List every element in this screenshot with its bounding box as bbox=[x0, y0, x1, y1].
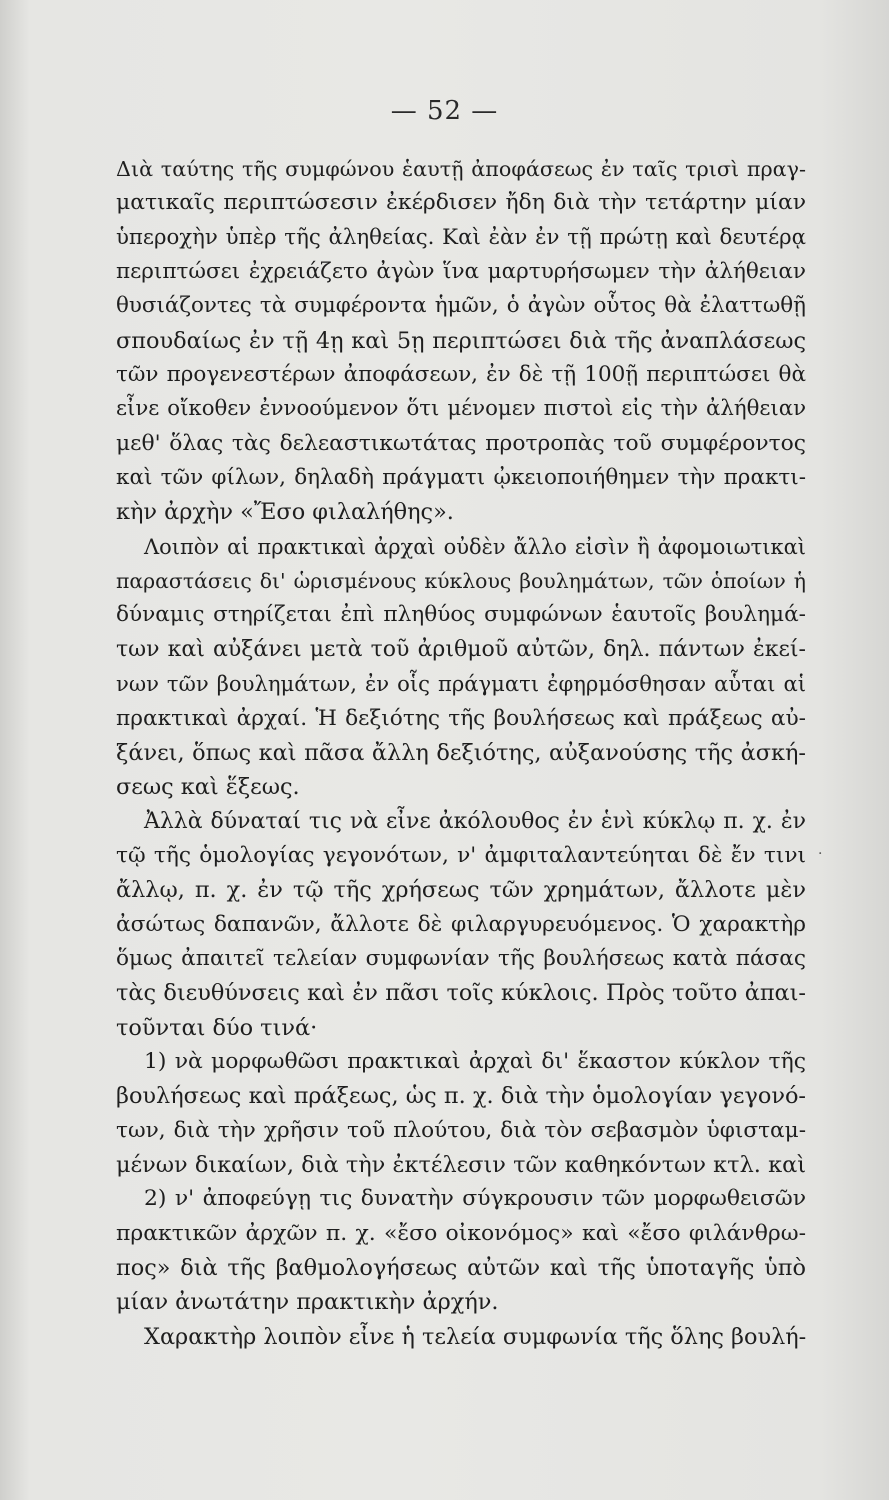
text-line: 2) ν' ἀποφεύγῃ τις δυνατὴν σύγκρουσιν τῶν μορφωθεισῶν bbox=[144, 1186, 806, 1212]
text-line: πρακτικῶν ἀρχῶν π. χ. «ἔσο οἰκονόμος» καὶ «ἔσο φιλάνθρω- bbox=[116, 1220, 806, 1246]
text-line: Διὰ ταύτης τῆς συμφώνου ἑαυτῇ ἀποφάσεως ἐν ταῖς τρισὶ πραγ- bbox=[116, 157, 806, 181]
text-line: ἀσώτως δαπανῶν, ἄλλοτε δὲ φιλαργυρευόμενος. Ὁ χαρακτὴρ bbox=[116, 911, 806, 937]
text-line: πος» διὰ τῆς βαθμολογήσεως αὐτῶν καὶ τῆς ὑποταγῆς ὑπὸ bbox=[116, 1255, 806, 1281]
text-line: νων τῶν βουλημάτων, ἐν οἷς πράγματι ἐφηρμόσθησαν αὗται αἱ bbox=[116, 671, 806, 697]
text-line: Ἀλλὰ δύναταί τις νὰ εἶνε ἀκόλουθος ἐν ἑνὶ κύκλῳ π. χ. ἐν bbox=[144, 808, 806, 834]
text-line: πρακτικαὶ ἀρχαί. Ἡ δεξιότης τῆς βουλήσεως καὶ πράξεως αὐ- bbox=[116, 705, 806, 731]
text-line: βουλήσεως καὶ πράξεως, ὡς π. χ. διὰ τὴν ὁμολογίαν γεγονό- bbox=[116, 1083, 806, 1110]
text-line: κὴν ἀρχὴν «Ἔσο φιλαλήθης». bbox=[116, 499, 454, 526]
text-line: ματικαῖς περιπτώσεσιν ἐκέρδισεν ἤδη διὰ τὴν τετάρτην μίαν bbox=[116, 190, 806, 216]
body-text bbox=[116, 152, 806, 1354]
text-line: σεως καὶ ἕξεως. bbox=[116, 774, 300, 801]
text-line: μένων δικαίων, διὰ τὴν ἐκτέλεσιν τῶν καθηκόντων κτλ. καὶ bbox=[116, 1151, 806, 1178]
text-line: Χαρακτὴρ λοιπὸν εἶνε ἡ τελεία συμφωνία τῆς ὅλης βουλή- bbox=[144, 1323, 807, 1350]
text-line: θυσιάζοντες τὰ συμφέροντα ἡμῶν, ὁ ἀγὼν οὗτος θὰ ἐλαττωθῇ bbox=[116, 293, 806, 319]
page-number: — 52 — bbox=[390, 96, 499, 126]
margin-mark: · bbox=[818, 846, 823, 862]
text-line: τῶν προγενεστέρων ἀποφάσεων, ἐν δὲ τῇ 100ῇ περιπτώσει θὰ bbox=[116, 362, 806, 388]
text-line: μίαν ἀνωτάτην πρακτικὴν ἀρχήν. bbox=[116, 1289, 499, 1316]
text-line: ὑπεροχὴν ὑπὲρ τῆς ἀληθείας. Καὶ ἐὰν ἐν τῇ πρώτῃ καὶ δευτέρᾳ bbox=[116, 224, 806, 250]
text-line: τὰς διευθύνσεις καὶ ἐν πᾶσι τοῖς κύκλοις. Πρὸς τοῦτο ἀπαι- bbox=[116, 980, 806, 1007]
text-line: σπουδαίως ἐν τῇ 4ῃ καὶ 5ῃ περιπτώσει διὰ τῆς ἀναπλάσεως bbox=[116, 327, 806, 354]
text-line: παραστάσεις δι' ὡρισμένους κύκλους βουλημάτων, τῶν ὁποίων ἡ bbox=[116, 569, 806, 594]
text-line: Λοιπὸν αἱ πρακτικαὶ ἀρχαὶ οὐδὲν ἄλλο εἰσὶν ἢ ἀφομοιωτικαὶ bbox=[144, 534, 806, 559]
text-line: περιπτώσει ἐχρειάζετο ἀγὼν ἵνα μαρτυρήσωμεν τὴν ἀλήθειαν bbox=[116, 259, 806, 285]
text-line: των καὶ αὐξάνει μετὰ τοῦ ἀριθμοῦ αὐτῶν, δηλ. πάντων ἐκεί- bbox=[116, 636, 806, 662]
text-line: τοῦνται δύο τινά· bbox=[116, 1014, 318, 1041]
text-line: δύναμις στηρίζεται ἐπὶ πληθύος συμφώνων ἑαυτοῖς βουλημά- bbox=[116, 602, 806, 628]
text-line: εἶνε οἴκοθεν ἐννοούμενον ὅτι μένομεν πιστοὶ εἰς τὴν ἀλήθειαν bbox=[116, 396, 806, 422]
text-line: ὅμως ἀπαιτεῖ τελείαν συμφωνίαν τῆς βουλήσεως κατὰ πάσας bbox=[116, 945, 806, 971]
text-line: καὶ τῶν φίλων, δηλαδὴ πράγματι ᾠκειοποιήθημεν τὴν πρακτι- bbox=[116, 465, 806, 491]
text-line: μεθ' ὅλας τὰς δελεαστικωτάτας προτροπὰς τοῦ συμφέροντος bbox=[116, 430, 806, 456]
text-line: ἄλλῳ, π. χ. ἐν τῷ τῆς χρήσεως τῶν χρημάτων, ἄλλοτε μὲν bbox=[116, 877, 806, 904]
text-line: ξάνει, ὅπως καὶ πᾶσα ἄλλη δεξιότης, αὐξανούσης τῆς ἀσκή- bbox=[116, 739, 806, 766]
text-line: των, διὰ τὴν χρῆσιν τοῦ πλούτου, διὰ τὸν σεβασμὸν ὑφισταμ- bbox=[116, 1117, 806, 1143]
text-line: τῷ τῆς ὁμολογίας γεγονότων, ν' ἀμφιταλαντεύηται δὲ ἔν τινι bbox=[116, 842, 806, 868]
text-line: 1) νὰ μορφωθῶσι πρακτικαὶ ἀρχαὶ δι' ἕκαστον κύκλον τῆς bbox=[144, 1048, 806, 1074]
